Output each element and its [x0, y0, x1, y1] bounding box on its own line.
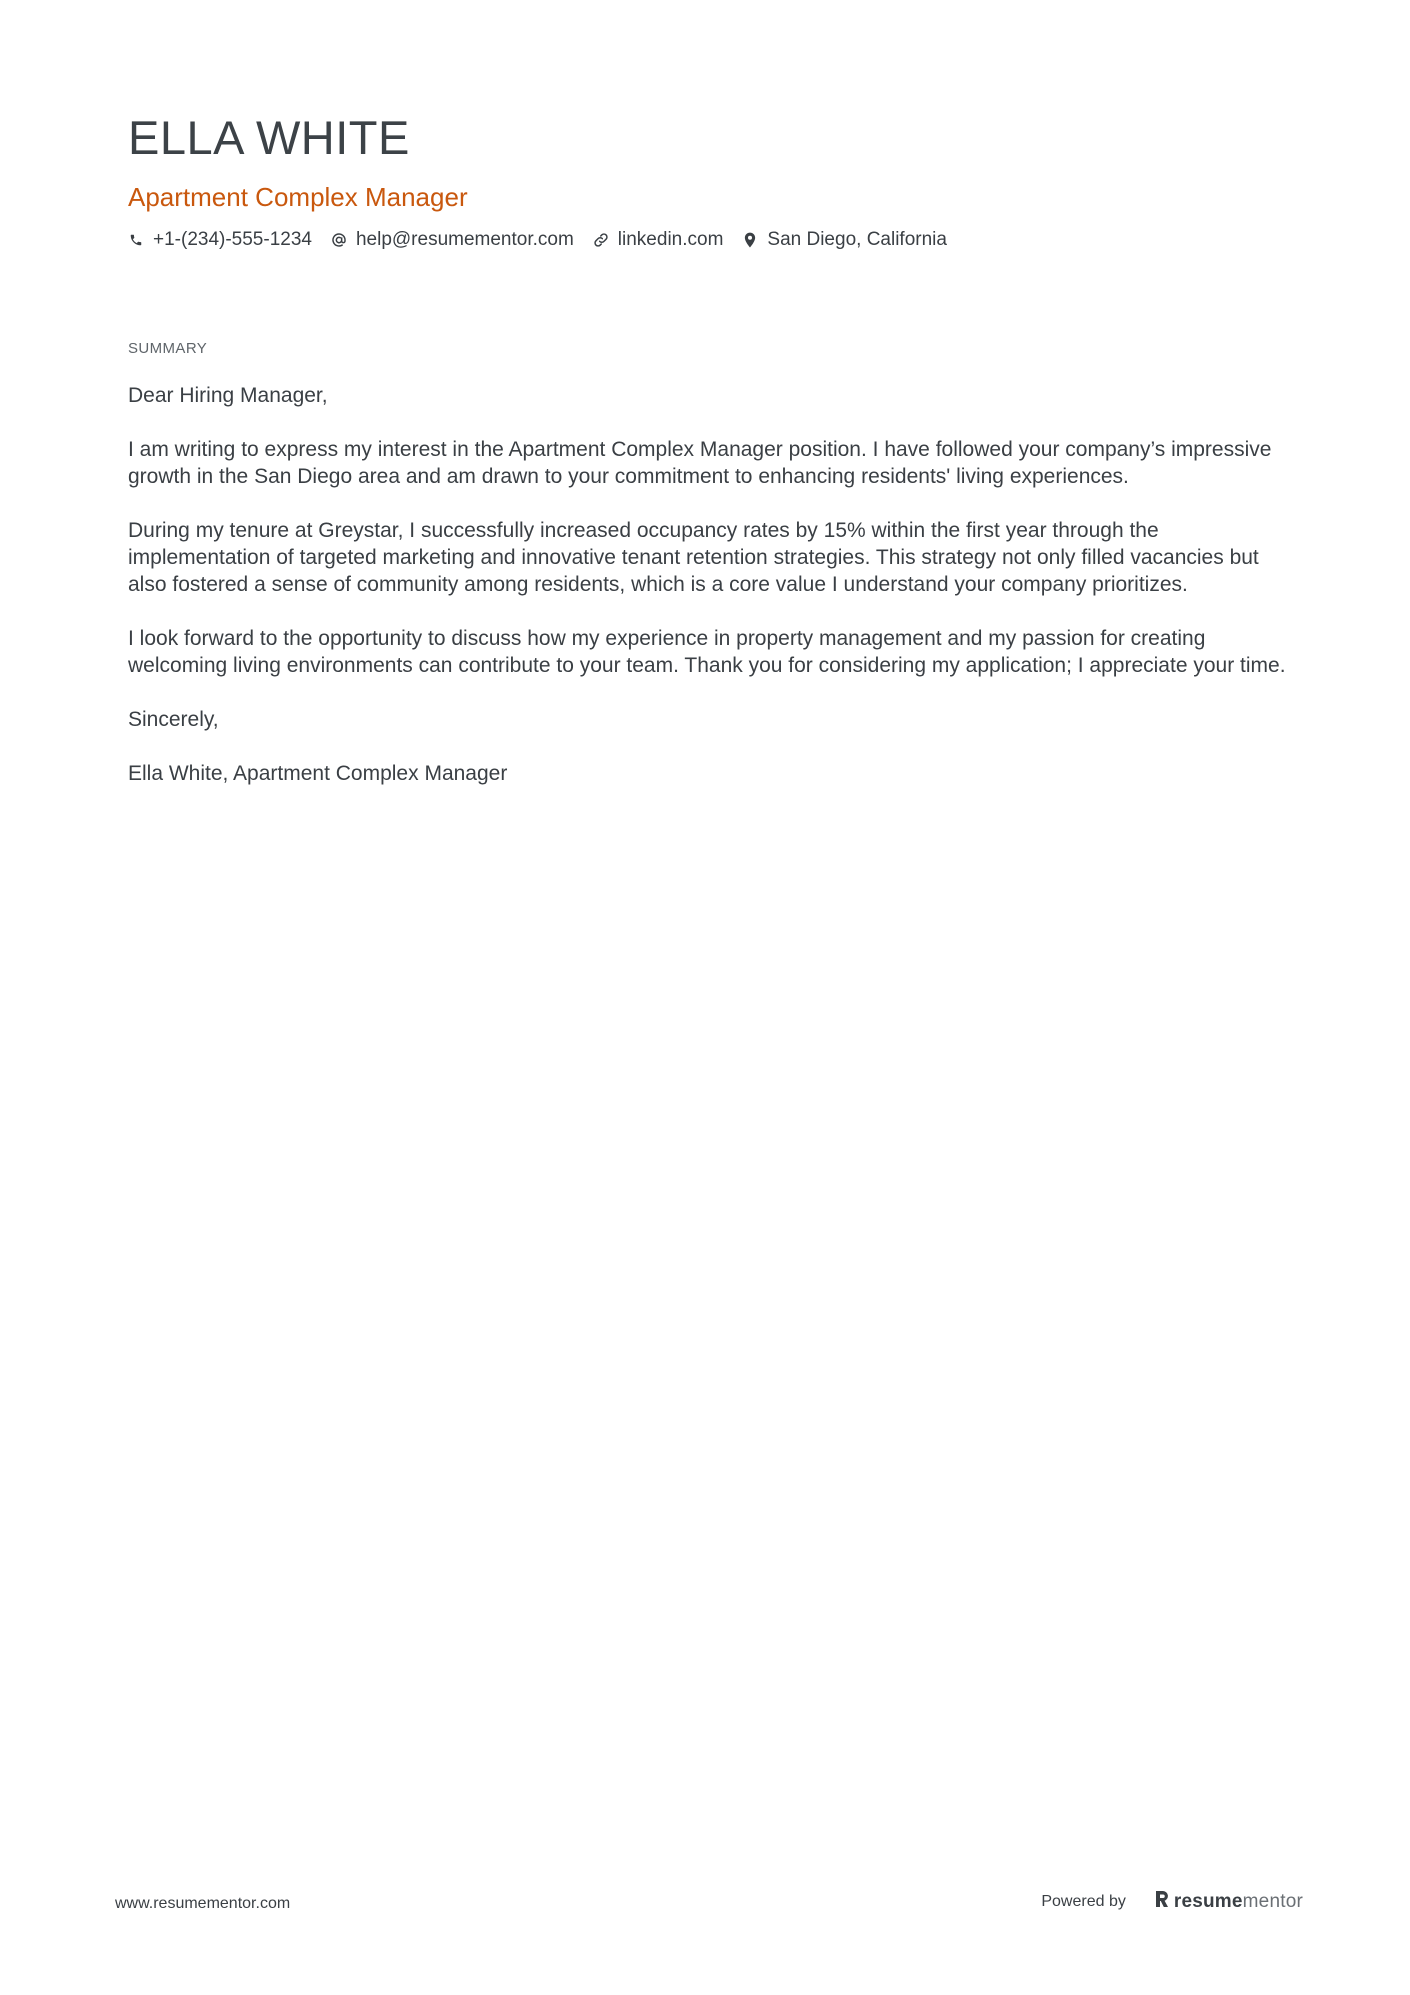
letter-greeting: Dear Hiring Manager, — [128, 384, 328, 407]
letter-paragraph: I look forward to the opportunity to discuss how my experience in property management and my passion for creating welcoming living environments can contribute to your team. Thank you for considering my application; I appreciate your time. — [128, 627, 1286, 677]
letter-closing: Sincerely, — [128, 708, 219, 731]
footer-website[interactable]: www.resumementor.com — [115, 1895, 291, 1912]
contact-location — [742, 226, 947, 254]
contact-email-text: help@resumementor.com — [355, 229, 574, 250]
section-title-summary: SUMMARY — [128, 340, 208, 357]
resumementor-logo-icon — [1154, 1889, 1170, 1915]
link-icon — [593, 232, 609, 248]
brand-name-part2: mentor — [1242, 1891, 1303, 1912]
letter-body — [128, 382, 1288, 814]
contact-phone — [128, 226, 312, 254]
contact-location-text: San Diego, California — [767, 229, 947, 250]
contact-bar — [128, 226, 966, 254]
letter-paragraph: I am writing to express my interest in the Apartment Complex Manager position. I have followed your company’s impressive growth in the San Diego area and am drawn to your commitment to enhancing residents' living experiences. — [128, 438, 1272, 488]
candidate-name: ELLA WHITE — [128, 111, 410, 164]
location-pin-icon — [742, 232, 758, 248]
powered-by-label: Powered by — [1041, 1893, 1126, 1910]
contact-email — [331, 226, 574, 254]
contact-linkedin-text: linkedin.com — [617, 229, 724, 250]
at-icon — [331, 232, 347, 248]
contact-linkedin — [593, 226, 724, 254]
phone-icon — [128, 232, 144, 248]
brand-name-part1: resume — [1173, 1891, 1243, 1912]
candidate-role: Apartment Complex Manager — [128, 182, 468, 212]
letter-paragraph: During my tenure at Greystar, I successfully increased occupancy rates by 15% within the first year through the implementation of targeted marketing and innovative tenant retention strategies. This strategy not only filled vacancies but also fostered a sense of community among residents, which is a core value I understand your company prioritizes. — [128, 519, 1259, 596]
brand-logo[interactable] — [1154, 1889, 1303, 1915]
contact-phone-text: +1-(234)-555-1234 — [153, 229, 312, 250]
footer-branding — [1041, 1889, 1303, 1915]
letter-signature: Ella White, Apartment Complex Manager — [128, 762, 508, 785]
